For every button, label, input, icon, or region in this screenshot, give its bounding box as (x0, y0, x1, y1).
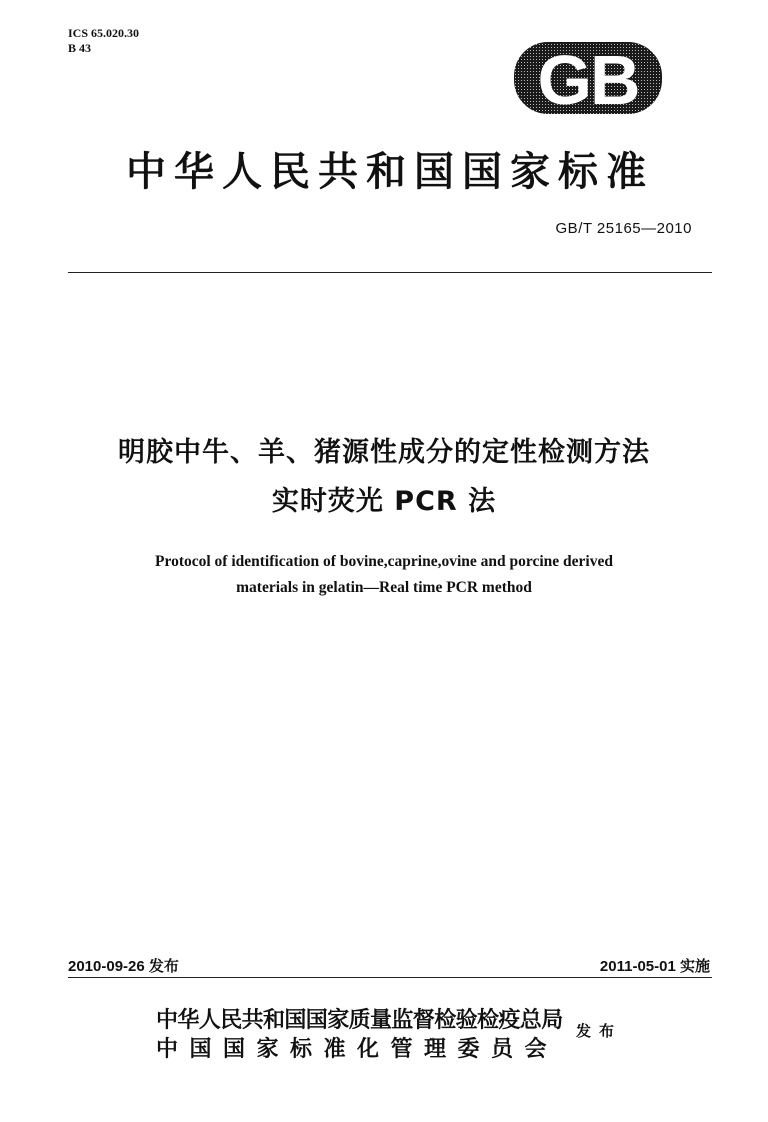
gb-logo-text: GB (537, 41, 639, 118)
title-en-line2: materials in gelatin—Real time PCR method (236, 579, 532, 596)
issuer-sac: 中国国家标准化管理委员会 (156, 1036, 559, 1062)
issue-date: 2010-09-26 发布 (68, 958, 179, 975)
gb-logo-graphic (512, 38, 664, 118)
ics-code: ICS 65.020.30 (68, 26, 140, 40)
classification-codes (68, 26, 139, 56)
ccs-code: B 43 (68, 41, 92, 55)
standard-number: GB/T 25165—2010 (555, 220, 692, 237)
issuer-aqsiq: 中华人民共和国国家质量监督检验检疫总局 (156, 1007, 563, 1033)
title-cn-line2: 实时荧光 PCR 法 (271, 486, 497, 517)
gb-logo (512, 38, 664, 118)
publish-label: 发布 (576, 1022, 623, 1040)
implementation-date: 2011-05-01 实施 (599, 958, 710, 975)
footer-divider (68, 977, 712, 978)
header-divider (68, 272, 712, 273)
title-en-line1: Protocol of identification of bovine,caprine,ovine and porcine derived (155, 553, 613, 570)
title-cn-line1: 明胶中牛、羊、猪源性成分的定性检测方法 (118, 437, 650, 468)
national-standard-title: 中华人民共和国国家标准 (126, 148, 654, 195)
